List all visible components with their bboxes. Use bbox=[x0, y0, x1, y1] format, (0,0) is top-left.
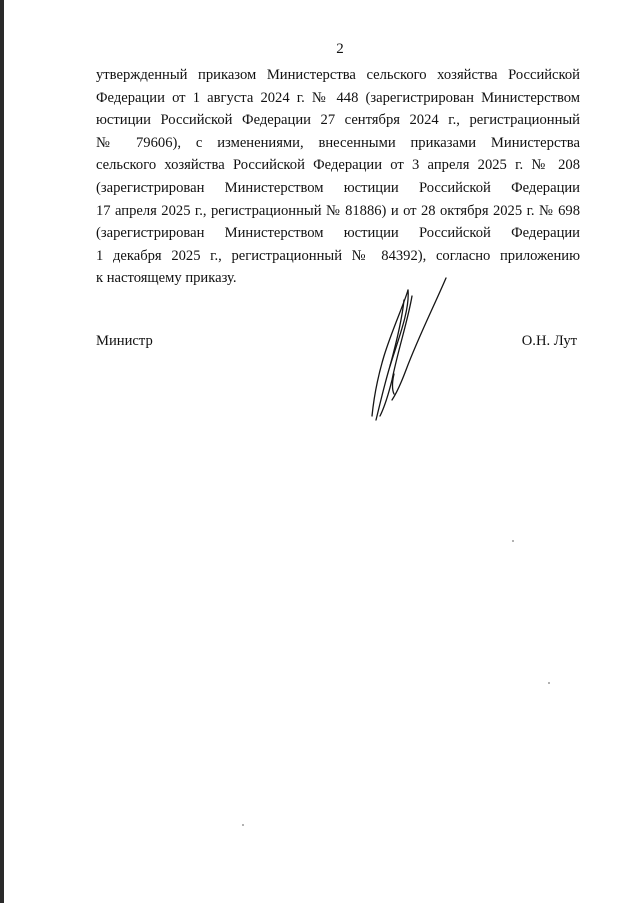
signatory-title: Министр bbox=[96, 333, 153, 349]
body-line: 17 апреля 2025 г., регистрационный № 81886) и от 28 октября 2025 г. № 698 bbox=[96, 202, 580, 219]
body-line: к настоящему приказу. bbox=[96, 270, 237, 287]
body-line: (зарегистрирован Министерством юстиции Российской Федерации bbox=[96, 179, 580, 196]
body-line: сельского хозяйства Российской Федерации от 3 апреля 2025 г. № 208 bbox=[96, 157, 580, 174]
body-line: № 79606), с изменениями, внесенными приказами Министерства bbox=[96, 134, 580, 151]
body-line: Федерации от 1 августа 2024 г. № 448 (зарегистрирован Министерством bbox=[96, 89, 580, 106]
body-line: юстиции Российской Федерации 27 сентября 2024 г., регистрационный bbox=[96, 112, 580, 129]
signatory-name: О.Н. Лут bbox=[521, 333, 577, 349]
scan-speck bbox=[512, 540, 514, 542]
page-number: 2 bbox=[336, 41, 344, 57]
body-paragraph bbox=[96, 64, 580, 290]
body-line: утвержденный приказом Министерства сельского хозяйства Российской bbox=[96, 67, 580, 83]
scan-speck bbox=[242, 824, 244, 826]
scan-speck bbox=[548, 682, 550, 684]
signature-block bbox=[96, 330, 580, 354]
scan-edge bbox=[0, 0, 4, 903]
body-line: (зарегистрирован Министерством юстиции Российской Федерации bbox=[96, 225, 580, 242]
handwritten-signature bbox=[352, 270, 462, 430]
body-line: 1 декабря 2025 г., регистрационный № 84392), согласно приложению bbox=[96, 247, 580, 264]
